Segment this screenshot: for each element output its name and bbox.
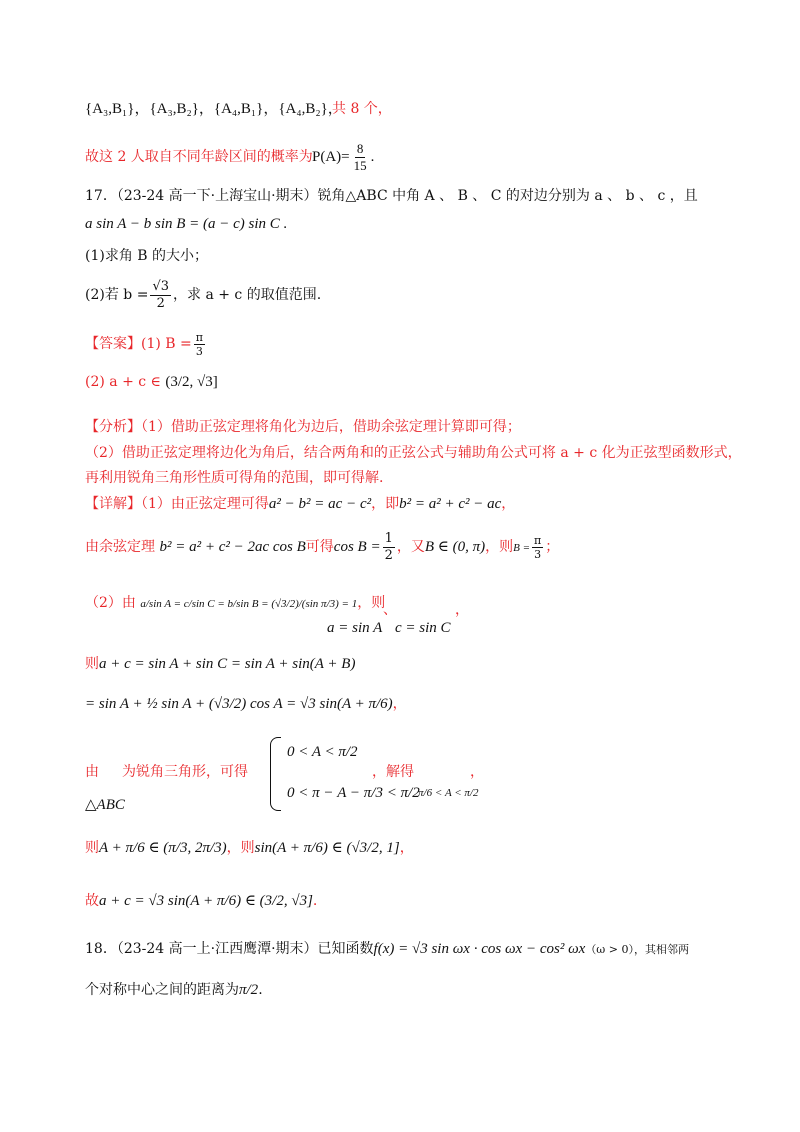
q17-part1: (1)求角 B 的大小；: [85, 248, 209, 264]
answer1-numerator: π: [195, 330, 203, 344]
detail1-eq2: b² = a² + c² − ac: [399, 496, 502, 512]
system-line1: 0 < A < π/2: [287, 744, 358, 760]
c-eq-sinC: c = sin C: [395, 620, 451, 636]
detail-line2: [85, 527, 559, 567]
detail1-eq1: a² − b² = ac − c²: [268, 496, 372, 512]
answer-line2: [85, 372, 218, 392]
detail2-end: ；: [545, 539, 560, 555]
detail3-end: ，: [455, 602, 469, 618]
detail6-acute: 为锐角三角形，可得: [122, 764, 248, 780]
system-line2: 0 < π − A − π/3 < π/2: [287, 785, 420, 801]
answer2-range: (3/2, √3]: [165, 374, 218, 390]
detail3-sep: 、: [383, 602, 397, 618]
prob-numerator: 8: [356, 141, 364, 157]
detail7-then: ，则: [226, 840, 255, 856]
q18-line2: [85, 980, 263, 1000]
prob-denominator: 15: [353, 158, 367, 174]
answer-line1: [85, 327, 207, 361]
detail-line7: [85, 838, 414, 858]
triangle-abc: △ABC: [85, 797, 125, 813]
cosb-label: cos B =: [333, 539, 381, 555]
detail-line3: [85, 593, 385, 613]
p-a-label: P(A)=: [312, 149, 350, 165]
q18-distance-text: 个对称中心之间的距离为: [85, 982, 239, 998]
detail1-conj: ，即: [371, 496, 400, 512]
detail1-end: ，: [501, 496, 516, 512]
analysis-3: 再利用锐角三角形性质可得角的范围，即可得解.: [85, 470, 384, 486]
detail6-end: ，: [470, 764, 484, 780]
answer2-text: (2) a + c ∈: [85, 374, 161, 390]
detail4-label: 则: [85, 656, 99, 672]
sine-law-chain: a/sin A = c/sin C = b/sin B = (√3/2)/(sin π/3) = 1: [140, 598, 358, 610]
a-eq-sinA: a = sin A: [327, 620, 383, 636]
q18-function: f(x) = √3 sin ωx · cos ωx − cos² ωx: [373, 941, 586, 957]
detail2-then: ，则: [485, 539, 514, 555]
q18-end: .: [258, 982, 263, 998]
detail1-label: 【详解】（1）由正弦定理可得: [85, 496, 269, 512]
a-range: π/6 < A < π/2: [418, 787, 479, 799]
detail-line5: [85, 694, 407, 714]
answer1-text: (1) B =: [141, 336, 192, 352]
q18-condition: （ω > 0），其相邻两: [585, 943, 689, 956]
system-brace: [270, 737, 281, 811]
b-denominator: 2: [156, 295, 165, 311]
b-denominator-3: 3: [534, 547, 542, 561]
q17-equation: a sin A − b sin B = (a − c) sin C .: [85, 216, 288, 232]
detail6-solve: ，解得: [372, 764, 414, 780]
q17-part2: [85, 275, 321, 315]
sine-range: sin(A + π/6) ∈ (√3/2, 1]: [254, 840, 400, 856]
b-numerator-pi: π: [534, 533, 542, 547]
answer1-denominator: 3: [195, 344, 203, 358]
sum-expression: a + c = sin A + sin C = sin A + sin(A + B): [99, 656, 356, 672]
final-range: a + c = √3 sin(A + π/6) ∈ (3/2, √3]: [99, 893, 313, 909]
auxiliary-angle: = sin A + ½ sin A + (√3/2) cos A = √3 sin(A + π/6): [85, 696, 393, 712]
count-text: 共 8 个，: [332, 101, 392, 117]
q17-part2-ask: ，求 a + c 的取值范围.: [173, 287, 322, 303]
detail-line1: [85, 494, 515, 514]
q18-title: 18．（23-24 高一上·江西鹰潭·期末）已知函数: [85, 941, 374, 957]
answer-label: 【答案】: [85, 336, 141, 352]
detail2-also: ，又: [396, 539, 425, 555]
detail7-end: ，: [399, 840, 414, 856]
q18-line1: [85, 939, 689, 959]
detail3-label: （2）由: [85, 595, 136, 611]
detail2-conj: 可得: [305, 539, 334, 555]
detail-line4: [85, 654, 355, 674]
analysis-2: （2）借助正弦定理将边化为角后，结合两角和的正弦公式与辅助角公式可将 a + c 化为正弦型函数形式，: [85, 445, 742, 461]
detail-line8: [85, 891, 317, 911]
b-numerator: √3: [152, 278, 169, 294]
detail6-label: 由: [85, 764, 99, 780]
detail7-label: 则: [85, 840, 99, 856]
probability-text: 故这 2 人取自不同年龄区间的概率为: [85, 149, 313, 165]
detail2-label: 由余弦定理: [85, 539, 155, 555]
detail5-end: ，: [392, 696, 407, 712]
b-label: B =: [513, 542, 531, 554]
analysis-1: 【分析】（1）借助正弦定理将角化为边后，借助余弦定理计算即可得；: [85, 419, 521, 435]
detail8-end: .: [312, 893, 318, 909]
cosine-law: b² = a² + c² − 2ac cos B: [159, 539, 306, 555]
q17-part2-label: (2)若 b =: [85, 287, 149, 303]
probability-expr: P(A)= $\frac{8}{15}$ .: [312, 141, 375, 174]
set-list: {A₃,B₁}，{A₃,B₂}，{A₄,B₁}，{A₄,B₂}，: [85, 101, 343, 117]
b-range: B ∈ (0, π): [424, 539, 486, 555]
shifted-range: A + π/6 ∈ (π/3, 2π/3): [99, 840, 227, 856]
q18-distance: π/2: [239, 982, 259, 998]
cosb-numerator: 1: [384, 530, 393, 546]
q17-title: 17．（23-24 高一下·上海宝山·期末）锐角△ABC 中角 A 、 B 、 C 的对边分别为 a 、 b 、 c ，且: [85, 188, 698, 204]
cosb-denominator: 2: [384, 547, 393, 563]
detail3-then: ，则: [357, 595, 386, 611]
detail8-label: 故: [85, 893, 99, 909]
